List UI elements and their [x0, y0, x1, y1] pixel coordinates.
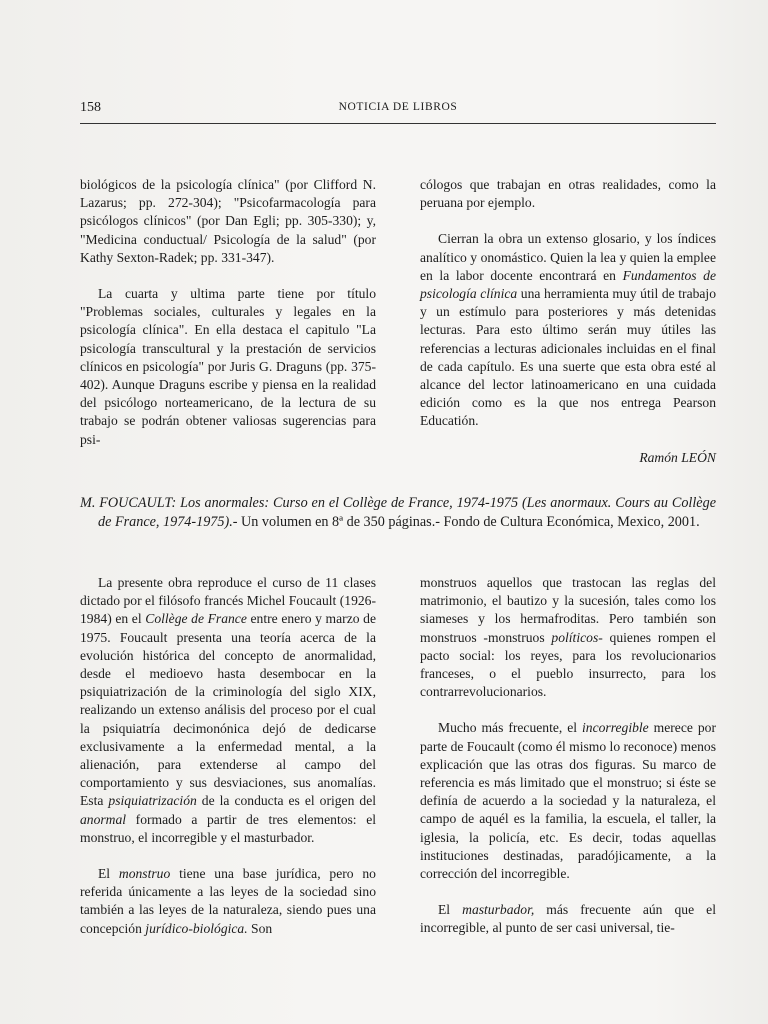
- paragraph: Cierran la obra un extenso glosario, y los índices analítico y onomástico. Quien la lea y quien la emplee en la labor docente encontrará en Fundamentos de psicología clínica una herramienta muy útil de trabajo y un estímulo para posteriores y más detenidas lecturas. Para esto último serán muy útiles las referencias a lecturas adicionales incluidas en el final de cada capítulo. Es una suerte que esta obra esté al alcance del lector latinoamericano en una cuidada edición como es la que nos entrega Pearson Educatión.: [420, 231, 717, 429]
- review-book-details: - Un volumen en 8ª de 350 páginas.- Fondo de Cultura Económica, Mexico, 2001.: [232, 513, 700, 530]
- paragraph: El masturbador, más frecuente aún que el incorregible, al punto de ser casi universal, tie-: [420, 902, 716, 936]
- top-right-column: [420, 176, 716, 467]
- paragraph: Mucho más frecuente, el incorregible merece por parte de Foucault (como él mismo lo reconoce) menos explicación que las otras dos figuras. Su marco de referencia es más limitado que el monstruo; si éste se definía de acuerdo a la sociedad y la naturaleza, el campo de aquél es la familia, la escuela, el taller, la iglesia, la policía, etc. Es decir, todas aquellas instituciones destinadas, paradójicamente, a la corrección del incorregible.: [420, 720, 716, 882]
- review-book-title: M. FOUCAULT: Los anormales: Curso en el Collège de France, 1974-1975 (Les anormaux. Cours au Collège de France, 1974-1975).: [80, 495, 716, 530]
- paragraph: biológicos de la psicología clínica" (por Clifford N. Lazarus; pp. 272-304); "Psicofarmacología para psicólogos clínicos" (por Dan Egli; pp. 305-330); y, "Medicina conductual/ Psicología de la salud" (por Kathy Sexton-Radek; pp. 331-347).: [80, 177, 376, 265]
- header-rule: [80, 123, 716, 124]
- review-heading: [80, 494, 716, 531]
- running-head: NOTICIA DE LIBROS: [338, 101, 458, 113]
- bottom-left-column: [80, 574, 376, 938]
- paragraph: El monstruo tiene una base jurídica, pero no referida únicamente a las leyes de la sociedad sino también a las leyes de la naturaleza, siendo pues una concepción jurídico-biológica. Son: [80, 866, 376, 936]
- paragraph: monstruos aquellos que trastocan las reglas del matrimonio, el bautizo y la sucesión, tales como los siameses y los hermafroditas. Pero también son monstruos -monstruos políticos- quienes rompen el pacto social: los reyes, para los revolucionarios franceses, o el pueblo insurrecto, para los contrarrevolucionarios.: [420, 575, 716, 700]
- paragraph: La presente obra reproduce el curso de 11 clases dictado por el filósofo francés Michel Foucault (1926-1984) en el Collège de France entre enero y marzo de 1975. Foucault presenta una teoría acerca de la evolución histórica del concepto de anormalidad, desde el medioevo hasta desembocar en la psiquiatrización de la criminología del siglo XIX, realizando un extenso análisis del proceso por el cual la psiquiatría decimonónica dejó de dedicarse exclusivamente a la enfermedad mental, a la alienación, para extenderse al campo del comportamiento y sus desviaciones, sus anomalías. Esta psiquiatrización de la conducta es el origen del anormal formado a partir de tres elementos: el monstruo, el incorregible y el masturbador.: [80, 575, 376, 845]
- page-header: [80, 100, 716, 122]
- paragraph: La cuarta y ultima parte tiene por título "Problemas sociales, culturales y legales en la psicología clínica". En ella destaca el capitulo "La psicología transcultural y la prestación de servicios clínicos en psicología" por Juris G. Draguns (pp. 375-402). Aunque Draguns escribe y piensa en la realidad del psicólogo norteamericano, de la lectura de su trabajo se podrán obtener valiosas sugerencias para psi-: [80, 286, 376, 447]
- book-title: Fundamentos de psicología clínica: [420, 267, 717, 302]
- reviewer-signature: Ramón LEÓN: [639, 449, 716, 465]
- page-number: 158: [80, 100, 101, 115]
- bottom-right-column: [420, 574, 716, 938]
- paragraph: cólogos que trabajan en otras realidades, como la peruana por ejemplo.: [420, 177, 716, 211]
- top-left-column: [80, 176, 376, 449]
